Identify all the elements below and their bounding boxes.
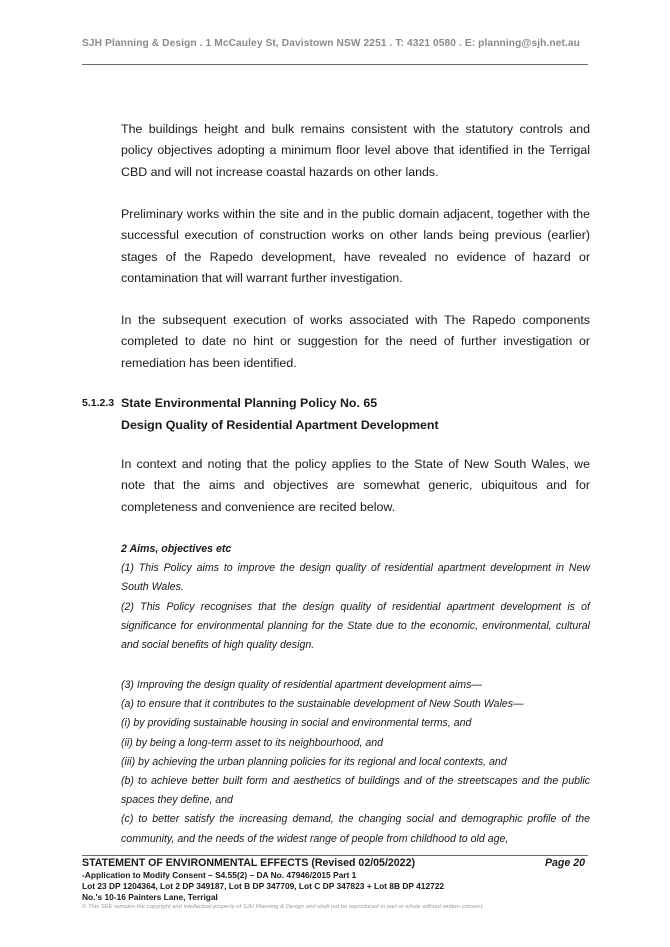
section-title-line1: State Environmental Planning Policy No. 65	[121, 396, 378, 410]
quote-item-iii: (iii) by achieving the urban planning policies for its regional and local contexts, and	[121, 755, 507, 768]
footer-application-line: -Application to Modify Consent – S4.55(2) – DA No. 47946/2015 Part 1	[82, 870, 357, 880]
paragraph-preliminary-works	[121, 204, 590, 290]
paragraph-subsequent-works	[121, 310, 590, 374]
page-header: SJH Planning & Design . 1 McCauley St, Davistown NSW 2251 . T: 4321 0580 . E: planning@sjh.net.au	[82, 38, 581, 49]
paragraph-policy-context	[121, 454, 590, 518]
quote-clause-3: (3) Improving the design quality of residential apartment development aims—	[121, 679, 482, 691]
quote-item-a: (a) to ensure that it contributes to the sustainable development of New South Wales—	[121, 698, 524, 711]
policy-quote-part1	[121, 540, 590, 655]
quote-item-b: (b) to achieve better built form and aesthetics of buildings and of the streetscapes and the public spaces they define, and	[121, 775, 590, 807]
section-number: 5.1.2.3	[82, 397, 115, 409]
footer-lot-line: Lot 23 DP 1204364, Lot 2 DP 349187, Lot B DP 347709, Lot C DP 347823 + Lot 8B DP 412722	[82, 881, 445, 891]
footer-divider	[82, 855, 588, 856]
header-divider	[82, 64, 588, 65]
footer-address-line: No.'s 10-16 Painters Lane, Terrigal	[82, 892, 218, 902]
quote-clause-1: (1) This Policy aims to improve the design quality of residential apartment development in New South Wales.	[121, 562, 590, 594]
quote-item-ii: (ii) by being a long-term asset to its neighbourhood, and	[121, 736, 384, 749]
paragraph-text: In the subsequent execution of works associated with The Rapedo components completed to date no hint or suggestion for the need of further investigation or remediation has been identified.	[121, 313, 590, 370]
footer-document-title: STATEMENT OF ENVIRONMENTAL EFFECTS (Revised 02/05/2022)	[82, 857, 415, 869]
paragraph-text: Preliminary works within the site and in the public domain adjacent, together with the successful execution of construction works on other lands being previous (earlier) stages of the Rapedo development, have revealed no evidence of hazard or contamination that will warrant further investigation.	[121, 207, 590, 286]
paragraph-text: The buildings height and bulk remains consistent with the statutory controls and policy objectives adopting a minimum floor level above that identified in the Terrigal CBD and will not increase coastal hazards on other lands.	[121, 122, 590, 179]
quote-heading: 2 Aims, objectives etc	[121, 543, 232, 555]
section-heading	[121, 393, 439, 436]
paragraph-text: In context and noting that the policy applies to the State of New South Wales, we note that the aims and objectives are somewhat generic, ubiquitous and for completeness and convenience are recited below.	[121, 457, 590, 514]
section-title-line2: Design Quality of Residential Apartment Development	[121, 417, 439, 432]
quote-clause-2: (2) This Policy recognises that the design quality of residential apartment development is of significance for environmental planning for the State due to the economic, environmental, cultural and social benefits of high quality design.	[121, 600, 590, 652]
quote-item-i: (i) by providing sustainable housing in social and environmental terms, and	[121, 717, 472, 730]
page-number: Page 20	[544, 857, 585, 869]
paragraph-height-bulk	[121, 119, 590, 183]
policy-quote-part2	[121, 676, 590, 849]
quote-item-c: (c) to better satisfy the increasing demand, the changing social and demographic profile of the community, and the needs of the widest range of people from childhood to old age,	[121, 813, 590, 845]
copyright-notice: © This SEE remains the copyright and intellectual property of SJH Planning & Design and shall not be reproduced in part or whole without written consent.	[82, 904, 484, 910]
